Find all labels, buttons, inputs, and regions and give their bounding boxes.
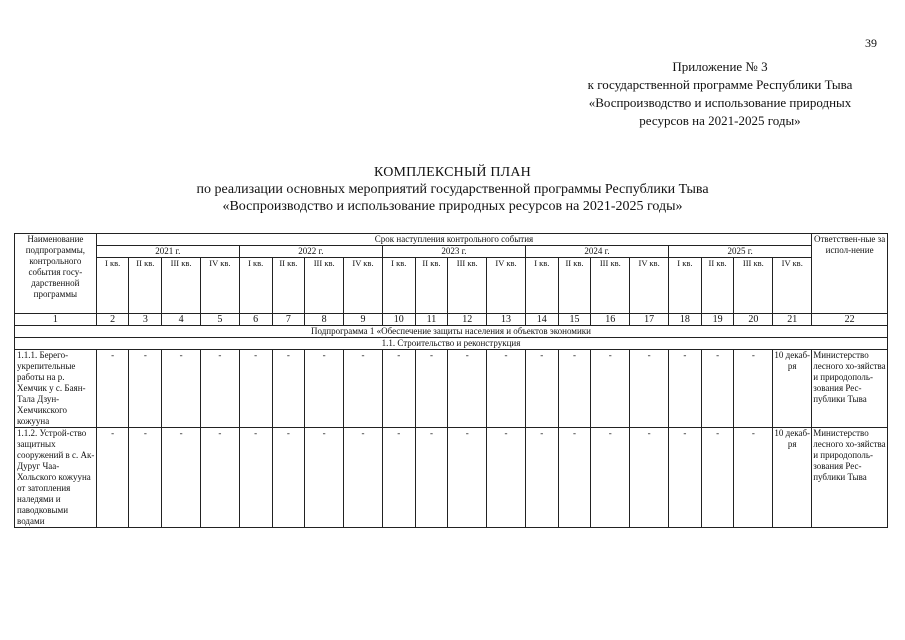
deadline-cell: - — [415, 428, 448, 528]
quarter-header: IV кв. — [344, 258, 383, 314]
quarter-header: I кв. — [669, 258, 702, 314]
section-row: 1.1. Строительство и реконструкция — [15, 338, 888, 350]
quarter-header: III кв. — [162, 258, 201, 314]
deadline-cell: - — [344, 350, 383, 428]
year-header: 2025 г. — [669, 246, 812, 258]
quarter-header: IV кв. — [201, 258, 240, 314]
quarter-header: III кв. — [591, 258, 630, 314]
column-number: 16 — [591, 314, 630, 326]
year-header: 2024 г. — [525, 246, 668, 258]
deadline-cell: - — [239, 428, 272, 528]
quarter-header: II кв. — [558, 258, 591, 314]
deadline-cell: - — [525, 350, 558, 428]
deadline-cell: - — [591, 350, 630, 428]
deadline-cell: - — [630, 428, 669, 528]
appendix-line: ресурсов на 2021-2025 годы» — [639, 113, 801, 128]
deadline-cell: - — [415, 350, 448, 428]
deadline-cell: - — [669, 350, 702, 428]
deadline-cell: - — [558, 350, 591, 428]
column-number: 6 — [239, 314, 272, 326]
quarter-header: II кв. — [272, 258, 305, 314]
column-number: 4 — [162, 314, 201, 326]
deadline-cell: - — [272, 428, 305, 528]
deadline-cell: - — [96, 350, 129, 428]
quarter-header: I кв. — [96, 258, 129, 314]
deadline-cell: - — [591, 428, 630, 528]
column-number: 21 — [773, 314, 812, 326]
column-number: 22 — [812, 314, 888, 326]
deadline-cell: - — [669, 428, 702, 528]
column-number: 11 — [415, 314, 448, 326]
column-number: 1 — [15, 314, 97, 326]
deadline-cell: - — [162, 350, 201, 428]
plan-table — [14, 233, 888, 528]
quarter-header: I кв. — [525, 258, 558, 314]
column-number: 15 — [558, 314, 591, 326]
year-header: 2023 г. — [382, 246, 525, 258]
header-deadline: Срок наступления контрольного события — [96, 234, 811, 246]
table-row — [15, 428, 888, 528]
quarter-header: IV кв. — [487, 258, 526, 314]
quarter-header: IV кв. — [773, 258, 812, 314]
deadline-cell: - — [487, 350, 526, 428]
header-responsible: Ответствен-ные за испол-нение — [812, 234, 888, 314]
column-number: 17 — [630, 314, 669, 326]
title-line: по реализации основных мероприятий государственной программы Республики Тыва — [196, 182, 709, 197]
column-number: 14 — [525, 314, 558, 326]
deadline-cell: - — [734, 428, 773, 528]
column-number: 12 — [448, 314, 487, 326]
deadline-cell: - — [201, 428, 240, 528]
deadline-cell: - — [201, 350, 240, 428]
column-number: 2 — [96, 314, 129, 326]
deadline-cell: - — [129, 350, 162, 428]
quarter-header: IV кв. — [630, 258, 669, 314]
column-number: 18 — [669, 314, 702, 326]
deadline-cell: - — [558, 428, 591, 528]
column-number: 13 — [487, 314, 526, 326]
quarter-header: III кв. — [448, 258, 487, 314]
deadline-cell: - — [525, 428, 558, 528]
year-header: 2021 г. — [96, 246, 239, 258]
column-number: 3 — [129, 314, 162, 326]
deadline-cell: - — [701, 350, 734, 428]
quarter-header: I кв. — [239, 258, 272, 314]
title-heading: КОМПЛЕКСНЫЙ ПЛАН — [374, 165, 531, 180]
deadline-cell: - — [96, 428, 129, 528]
column-number: 8 — [305, 314, 344, 326]
responsible-cell: Министерство лесного хо-зяйства и природополь-зования Рес-публики Тыва — [812, 428, 888, 528]
quarter-header: I кв. — [382, 258, 415, 314]
deadline-cell: 10 декаб-ря — [773, 428, 812, 528]
deadline-cell: - — [630, 350, 669, 428]
appendix-header — [560, 58, 880, 130]
deadline-cell: - — [272, 350, 305, 428]
document-title — [0, 164, 905, 215]
deadline-cell: - — [701, 428, 734, 528]
deadline-cell: - — [382, 428, 415, 528]
title-line: «Воспроизводство и использование природных ресурсов на 2021-2025 годы» — [222, 199, 683, 214]
activity-name: 1.1.1. Берего-укрепительные работы на р. Хемчик у с. Баян-Тала Дзун-Хемчикского кожууна — [15, 350, 97, 428]
quarter-header: III кв. — [305, 258, 344, 314]
deadline-cell: - — [239, 350, 272, 428]
deadline-cell: - — [448, 428, 487, 528]
deadline-cell: - — [448, 350, 487, 428]
quarter-header: II кв. — [415, 258, 448, 314]
column-number: 7 — [272, 314, 305, 326]
activity-name: 1.1.2. Устрой-ство защитных сооружений в с. Ак-Дуруг Чаа-Хольского кожууна от затопления наледями и паводковыми водами — [15, 428, 97, 528]
table-row — [15, 350, 888, 428]
page-number: 39 — [865, 36, 877, 50]
deadline-cell: - — [382, 350, 415, 428]
deadline-cell: 10 декаб-ря — [773, 350, 812, 428]
deadline-cell: - — [344, 428, 383, 528]
quarter-header: III кв. — [734, 258, 773, 314]
column-number: 20 — [734, 314, 773, 326]
column-number: 9 — [344, 314, 383, 326]
appendix-line: «Воспроизводство и использование природных — [588, 95, 852, 110]
header-name-column: Наименование подпрограммы, контрольного события госу-дарственной программы — [15, 234, 97, 314]
deadline-cell: - — [162, 428, 201, 528]
deadline-cell: - — [487, 428, 526, 528]
responsible-cell: Министерство лесного хо-зяйства и природополь-зования Рес-публики Тыва — [812, 350, 888, 428]
subprogram-row: Подпрограмма 1 «Обеспечение защиты населения и объектов экономики — [15, 326, 888, 338]
column-number: 19 — [701, 314, 734, 326]
year-header: 2022 г. — [239, 246, 382, 258]
quarter-header: II кв. — [701, 258, 734, 314]
quarter-header: II кв. — [129, 258, 162, 314]
column-number: 5 — [201, 314, 240, 326]
deadline-cell: - — [734, 350, 773, 428]
appendix-line: Приложение № 3 — [672, 59, 768, 74]
deadline-cell: - — [305, 428, 344, 528]
column-number: 10 — [382, 314, 415, 326]
deadline-cell: - — [305, 350, 344, 428]
deadline-cell: - — [129, 428, 162, 528]
appendix-line: к государственной программе Республики Тыва — [587, 77, 853, 92]
